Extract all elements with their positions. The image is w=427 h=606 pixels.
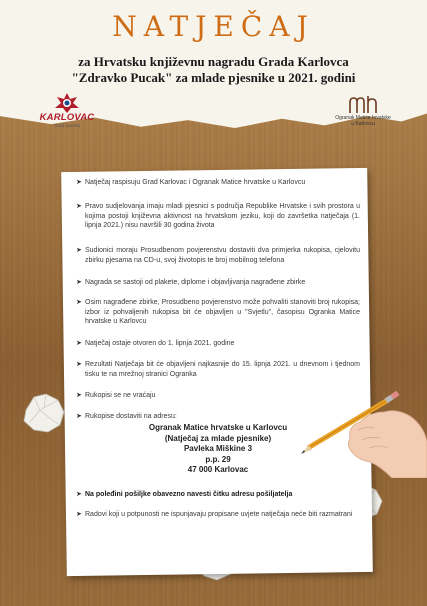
list-item — [76, 339, 360, 349]
arrow-bullet-icon: ➤ — [76, 203, 82, 210]
item-text: Radovi koji u potpunosti ne ispunjavaju propisane uvjete natječaja neće biti razmatrani — [85, 511, 353, 518]
item-text: Rukopise dostaviti na adresu: — [85, 413, 177, 420]
list-item — [76, 360, 360, 379]
arrow-bullet-icon: ➤ — [76, 340, 82, 347]
notice-text: Na poleđini pošiljke obavezno navesti čitku adresu pošiljatelja — [85, 491, 293, 498]
subtitle-line-2: "Zdravko Pucak" za mlade pjesnike u 2021. godini — [71, 70, 356, 85]
address-line: p.p. 29 — [205, 454, 231, 464]
arrow-bullet-icon: ➤ — [76, 247, 82, 254]
list-item — [76, 510, 360, 520]
item-text: Osim nagrađene zbirke, Prosudbeno povjerenstvo može pohvaliti stanoviti broj rukopisa; izbor iz pohvaljenih rukopisa bit će objavljen u "Svjetlu", časopisu Ogranka Matice hrvatske u Karlovcu — [85, 299, 360, 326]
item-text: Rukopisi se ne vraćaju — [85, 392, 156, 399]
item-text: Rezultati Natječaja bit će objavljeni najkasnije do 15. lipnja 2021. u dnevnom i tjednom tisku te na mrežnoj stranici Ogranka — [85, 361, 360, 378]
matica-line-2: u Karlovcu — [351, 121, 375, 127]
item-text: Natječaj ostaje otvoren do 1. lipnja 2021. godine — [85, 340, 235, 347]
arrow-bullet-icon: ➤ — [76, 413, 82, 420]
karlovac-wordmark: KARLOVAC — [39, 112, 95, 123]
hand-with-pencil-icon — [300, 382, 427, 478]
arrow-bullet-icon: ➤ — [76, 511, 82, 518]
list-item — [76, 202, 360, 231]
arrow-bullet-icon: ➤ — [76, 392, 82, 399]
arrow-bullet-icon: ➤ — [76, 279, 82, 286]
item-text: Natječaj raspisuju Grad Karlovac i Ogranak Matice hrvatske u Karlovcu — [85, 179, 306, 186]
arrow-bullet-icon: ➤ — [76, 491, 82, 498]
address-line: (Natječaj za mlade pjesnike) — [164, 433, 272, 443]
list-item — [76, 178, 360, 188]
address-line: Pavleka Miškine 3 — [183, 444, 253, 454]
matica-line-1: Ogranak Matice hrvatske — [335, 115, 391, 121]
item-text: Nagrada se sastoji od plakete, diplome i objavljivanja nagrađene zbirke — [85, 279, 306, 286]
item-text: Pravo sudjelovanja imaju mladi pjesnici s područja Republike Hrvatske i svih prostora u kojima postoji književna aktivnost na hrvatskom jeziku, koji do završetka natječaja (1. lipnja 2021.) nisu navršili 30 godina života — [85, 203, 360, 230]
list-item — [76, 246, 360, 265]
arrow-bullet-icon: ➤ — [76, 361, 82, 368]
matica-mh-icon — [348, 95, 378, 115]
karlovac-logo — [38, 93, 96, 129]
arrow-bullet-icon: ➤ — [76, 299, 82, 306]
matica-text — [328, 115, 398, 127]
matica-hrvatska-logo — [328, 95, 398, 135]
karlovac-subtext: Grad susreta — [53, 123, 80, 128]
list-item — [76, 490, 360, 500]
list-item — [76, 298, 360, 327]
subtitle-line-1: za Hrvatsku književnu nagradu Grada Karlovca — [78, 54, 349, 69]
address-line: Ogranak Matice hrvatske u Karlovcu — [148, 423, 288, 432]
address-line: 47 000 Karlovac — [187, 465, 249, 475]
arrow-bullet-icon: ➤ — [76, 179, 82, 186]
karlovac-star-icon — [52, 93, 82, 113]
list-item — [76, 278, 360, 288]
crumpled-paper-icon — [20, 392, 66, 434]
page-title: NATJEČAJ — [112, 10, 315, 43]
item-text: Sudionici moraju Prosudbenom povjerenstvu dostaviti dva primjerka rukopisa, cjelovitu zbirku pjesama na CD-u, svoj životopis te broj mobilnog telefona — [85, 247, 360, 264]
